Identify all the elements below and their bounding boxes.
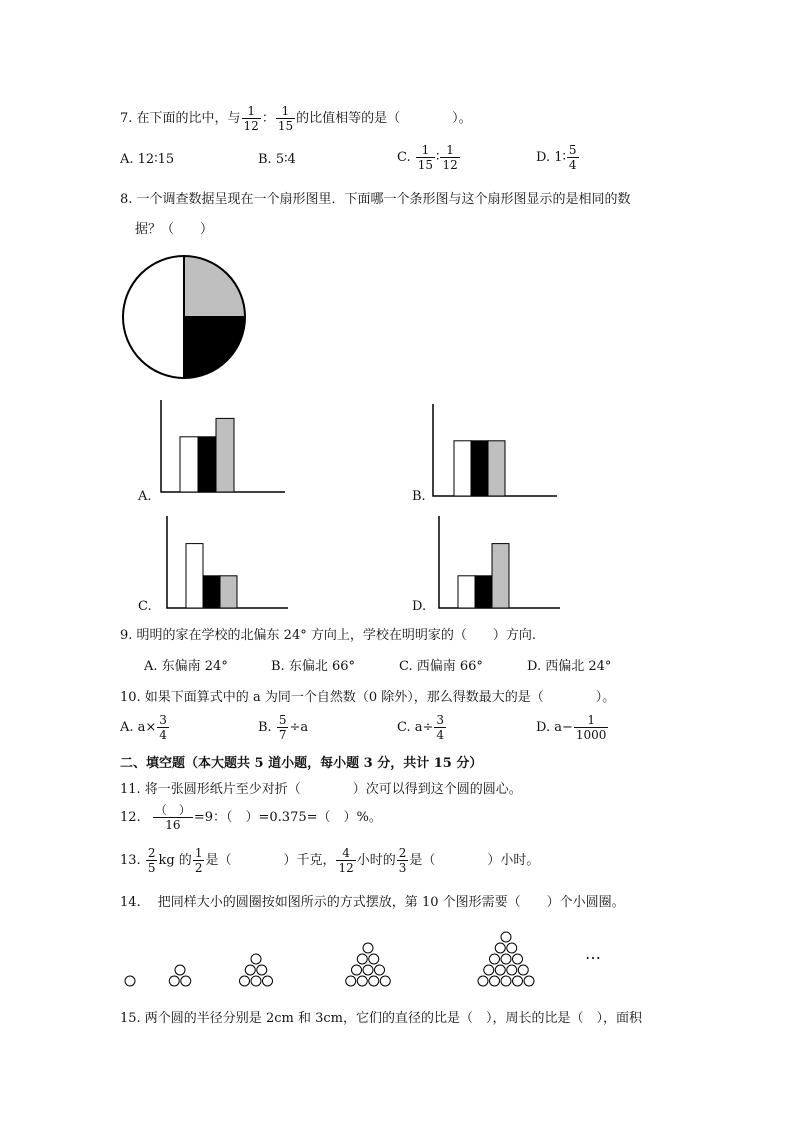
bar-black bbox=[203, 576, 220, 608]
question-12: 12. $\frac{( )}{16}$ =9：（ ）=0.375=（ ）%。 bbox=[120, 803, 382, 832]
small-circle bbox=[363, 965, 373, 975]
fraction: $\frac{3}{4}$ bbox=[436, 713, 445, 742]
pie-chart bbox=[122, 255, 246, 379]
small-circle bbox=[495, 943, 505, 953]
small-circle bbox=[352, 965, 362, 975]
bar-chart-c bbox=[166, 516, 291, 612]
fraction: $\frac{( )}{16}$ bbox=[154, 803, 191, 832]
small-circle bbox=[181, 976, 191, 986]
q7-option-b: B. 5∶4 bbox=[258, 152, 296, 167]
q7-option-c: C. $\frac{1}{15}$ ∶ $\frac{1}{12}$ bbox=[397, 143, 458, 172]
q8-option-a-label: A. bbox=[138, 489, 152, 504]
fraction: $\frac{5}{4}$ bbox=[568, 143, 577, 172]
q8-option-b-label: B. bbox=[412, 489, 426, 504]
bar-black bbox=[198, 437, 216, 492]
question-10: 10. 如果下面算式中的 a 为同一个自然数（0 除外），那么得数最大的是（ ）。 bbox=[120, 690, 616, 705]
small-circle bbox=[513, 954, 523, 964]
small-circle bbox=[513, 976, 523, 986]
small-circle bbox=[245, 965, 255, 975]
fraction: $\frac{1}{1000}$ bbox=[575, 713, 607, 742]
small-circle bbox=[495, 965, 505, 975]
small-circle bbox=[251, 976, 261, 986]
question-14: 14. 把同样大小的圆圈按如图所示的方式摆放，第 10 个图形需要（ ）个小圆圈。 bbox=[120, 895, 625, 910]
section-2-title: 二、填空题（本大题共 5 道小题，每小题 3 分，共计 15 分） bbox=[120, 756, 483, 771]
fraction: $\frac{1}{12}$ bbox=[243, 104, 259, 133]
q9-option-b: B. 东偏北 66° bbox=[271, 659, 355, 674]
small-circle bbox=[357, 954, 367, 964]
q9-option-c: C. 西偏南 66° bbox=[399, 659, 483, 674]
small-circle bbox=[369, 954, 379, 964]
bar-gray bbox=[216, 418, 234, 492]
q8-option-d-label: D. bbox=[412, 599, 427, 614]
small-circle bbox=[501, 976, 511, 986]
q9-option-d: D. 西偏北 24° bbox=[527, 659, 612, 674]
bar-chart-b bbox=[432, 404, 562, 500]
small-circle bbox=[507, 943, 517, 953]
fraction: $\frac{1}{15}$ bbox=[417, 143, 434, 172]
small-circle bbox=[369, 976, 379, 986]
small-circle bbox=[251, 954, 261, 964]
question-15: 15. 两个圆的半径分别是 2cm 和 3cm，它们的直径的比是（ ），周长的比是（ ），面积 bbox=[120, 1011, 642, 1026]
bar-white bbox=[454, 441, 471, 496]
pie-slice-gray bbox=[184, 256, 245, 317]
small-circle bbox=[263, 976, 273, 986]
small-circle bbox=[490, 954, 500, 964]
q8-option-c-label: C. bbox=[138, 599, 152, 614]
bar-white bbox=[458, 576, 475, 608]
fraction: $\frac{1}{2}$ bbox=[194, 846, 203, 875]
circle-pattern-figure bbox=[118, 930, 618, 990]
bar-chart-d bbox=[438, 516, 563, 612]
small-circle bbox=[484, 965, 494, 975]
pie-slice-black bbox=[184, 317, 245, 378]
question-9: 9. 明明的家在学校的北偏东 24° 方向上，学校在明明家的（ ）方向. bbox=[120, 628, 536, 643]
fraction: $\frac{2}{5}$ bbox=[147, 846, 156, 875]
small-circle bbox=[357, 976, 367, 986]
q7-option-d: D. 1∶ $\frac{5}{4}$ bbox=[536, 143, 577, 172]
bar-black bbox=[475, 576, 492, 608]
fraction: $\frac{3}{4}$ bbox=[159, 713, 167, 742]
small-circle bbox=[240, 976, 250, 986]
small-circle bbox=[346, 976, 356, 986]
pattern-ellipsis: … bbox=[585, 944, 601, 963]
small-circle bbox=[363, 943, 373, 953]
q10-option-b: B. $\frac{5}{7}$ ÷a bbox=[258, 713, 309, 742]
bar-chart-a bbox=[160, 400, 290, 500]
bar-white bbox=[180, 437, 198, 492]
q9-option-a: A. 东偏南 24° bbox=[144, 659, 228, 674]
small-circle bbox=[175, 965, 185, 975]
bar-gray bbox=[492, 544, 509, 608]
small-circle bbox=[478, 976, 488, 986]
small-circle bbox=[490, 976, 500, 986]
small-circle bbox=[380, 976, 390, 986]
pie-slice-white bbox=[123, 256, 184, 378]
fraction: $\frac{4}{12}$ bbox=[338, 846, 354, 875]
question-13: 13. $\frac{2}{5}$ kg 的 $\frac{1}{2}$ 是（ ）千克， $\frac{4}{12}$ 小时的 $\frac{2}{3}$ 是（ ）小时。 bbox=[120, 846, 540, 875]
question-11: 11. 将一张圆形纸片至少对折（ ）次可以得到这个圆的圆心。 bbox=[120, 782, 522, 797]
q10-option-a: A. a× $\frac{3}{4}$ bbox=[120, 713, 167, 742]
question-8-line-1: 8. 一个调查数据呈现在一个扇形图里．下面哪一个条形图与这个扇形图显示的是相同的数 bbox=[120, 192, 631, 207]
small-circle bbox=[375, 965, 385, 975]
small-circle bbox=[169, 976, 179, 986]
small-circle bbox=[501, 954, 511, 964]
question-8-line-2: 据？（ ） bbox=[135, 222, 214, 237]
q10-option-d: D. a− $\frac{1}{1000}$ bbox=[536, 713, 607, 742]
small-circle bbox=[518, 965, 528, 975]
small-circle bbox=[501, 932, 511, 942]
bar-gray bbox=[220, 576, 237, 608]
small-circle bbox=[524, 976, 534, 986]
small-circle bbox=[507, 965, 517, 975]
fraction: $\frac{1}{12}$ bbox=[442, 143, 458, 172]
fraction: $\frac{5}{7}$ bbox=[278, 713, 287, 742]
small-circle bbox=[125, 976, 135, 986]
q7-option-a: A. 12∶15 bbox=[120, 152, 175, 167]
fraction: $\frac{2}{3}$ bbox=[398, 846, 407, 875]
small-circle bbox=[257, 965, 267, 975]
q10-option-c: C. a÷ $\frac{3}{4}$ bbox=[397, 713, 445, 742]
question-7: 7. 在下面的比中，与 $\frac{1}{12}$ ： $\frac{1}{15}$ 的比值相等的是（ ）。 bbox=[120, 104, 472, 133]
bar-gray bbox=[488, 441, 505, 496]
bar-black bbox=[471, 441, 488, 496]
bar-white bbox=[186, 544, 203, 608]
fraction: $\frac{1}{15}$ bbox=[277, 104, 294, 133]
